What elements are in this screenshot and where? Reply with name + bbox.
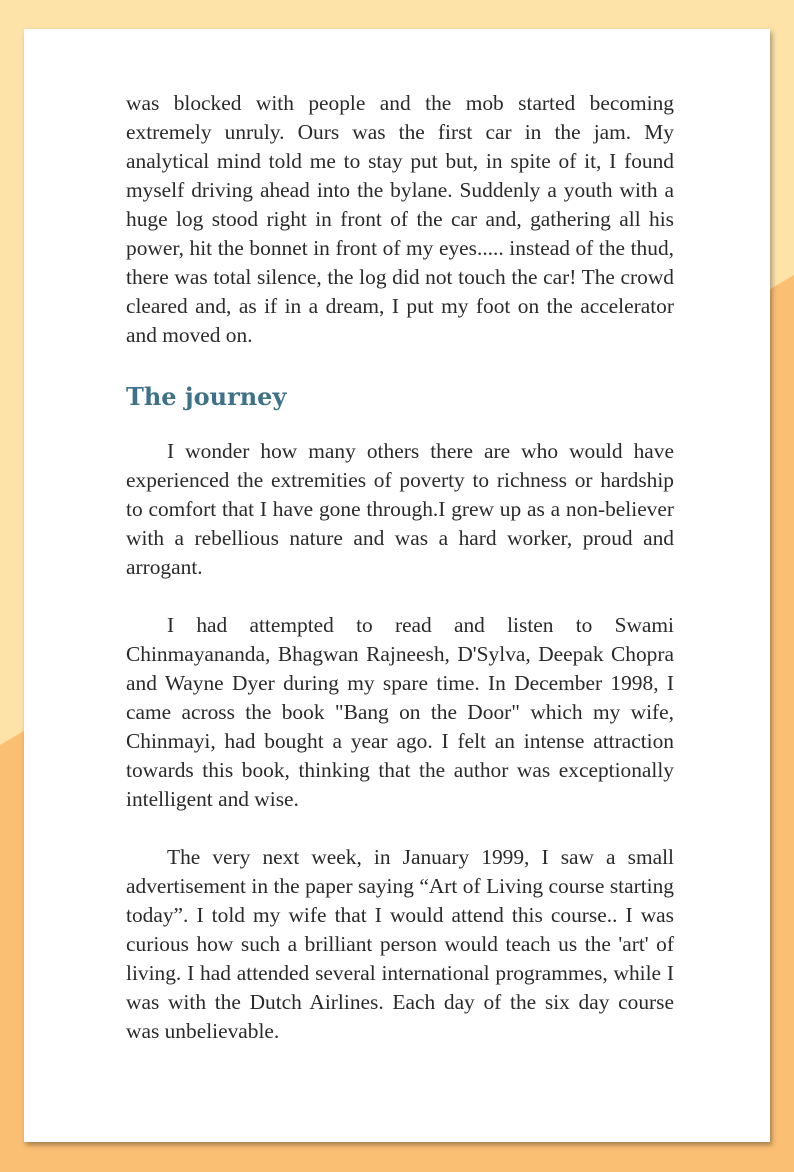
- section-heading: The journey: [126, 382, 287, 411]
- paragraph-2: I had attempted to read and listen to Swami Chinmayananda, Bhagwan Rajneesh, D'Sylva, Deepak Chopra and Wayne Dyer during my spare time. In December 1998, I came across the book "Bang on the Door" which my wife, Chinmayi, had bought a year ago. I felt an intense attraction towards this book, thinking that the author was exceptionally intelligent and wise.: [126, 613, 674, 811]
- paragraph-3: The very next week, in January 1999, I saw a small advertisement in the paper saying “Art of Living course starting today”. I told my wife that I would attend this course.. I was curious how such a brilliant person would teach us the 'art' of living. I had attended several international programmes, while I was with the Dutch Airlines. Each day of the six day course was unbelievable.: [126, 845, 674, 1043]
- opening-paragraph: was blocked with people and the mob started becoming extremely unruly. Ours was the first car in the jam. My analytical mind told me to stay put but, in spite of it, I found myself driving ahead into the bylane. Suddenly a youth with a huge log stood right in front of the car and, gathering all his power, hit the bonnet in front of my eyes..... instead of the thud, there was total silence, the log did not touch the car! The crowd cleared and, as if in a dream, I put my foot on the accelerator and moved on.: [126, 91, 674, 347]
- page-content: [126, 89, 674, 1046]
- paragraph-1: I wonder how many others there are who would have experienced the extremities of poverty to richness or hardship to comfort that I have gone through.I grew up as a non-believer with a rebellious nature and was a hard worker, proud and arrogant.: [126, 439, 674, 579]
- book-page: [24, 29, 770, 1142]
